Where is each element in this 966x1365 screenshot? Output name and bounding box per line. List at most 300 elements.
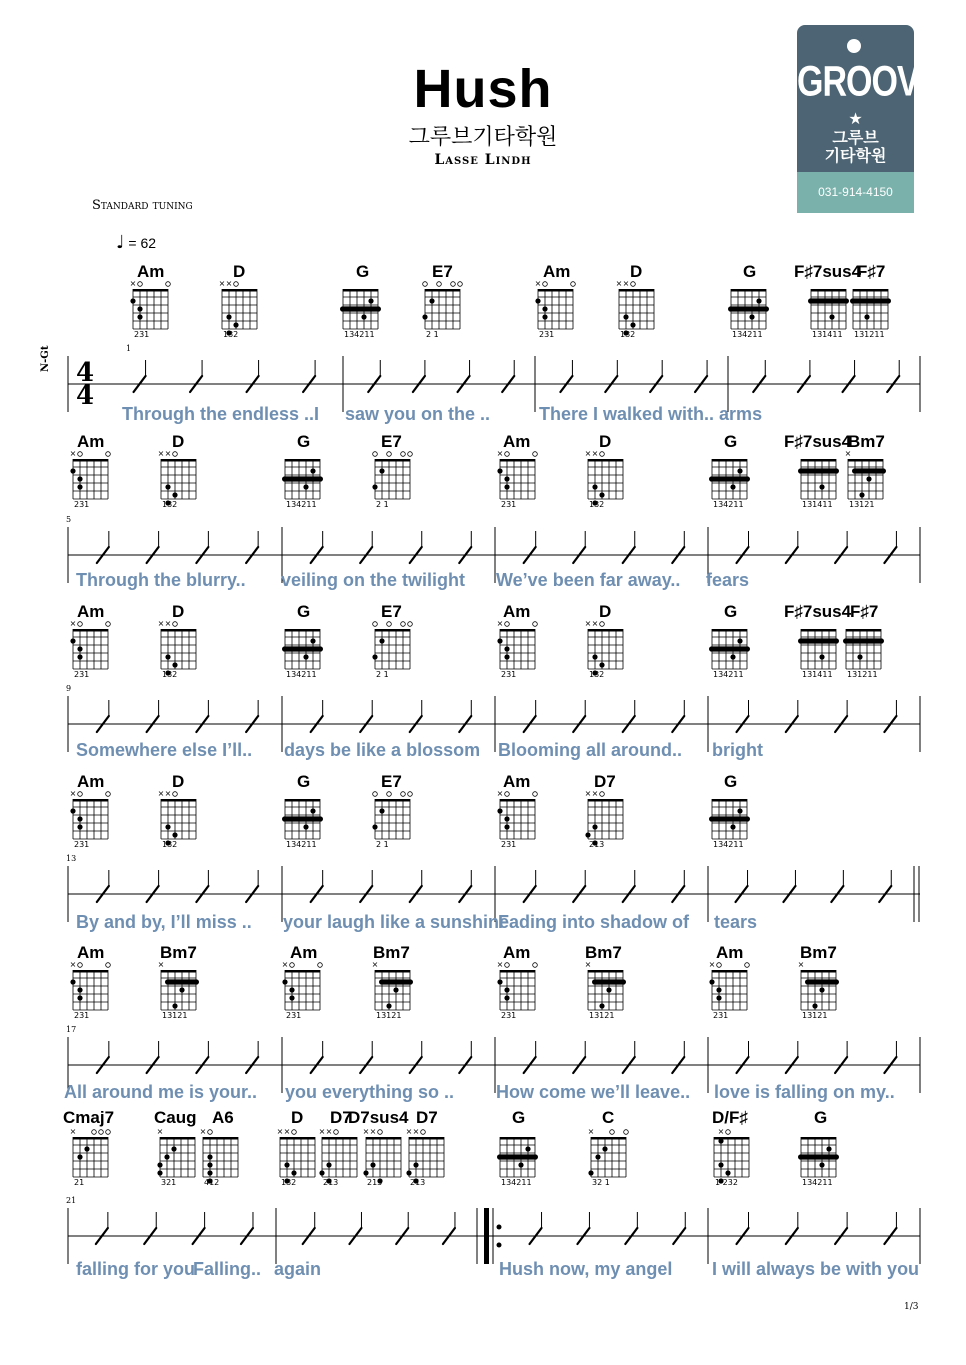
chord-fingering: 134211	[713, 670, 744, 679]
muted-string-marker: ×	[622, 279, 630, 288]
chord-fingering: 412	[204, 1178, 220, 1187]
lyric-line: I will always be with you	[712, 1259, 920, 1279]
lyric-line: All around me is your..	[64, 1082, 258, 1102]
chord-name: Caug	[154, 1108, 197, 1127]
barre-marker	[379, 979, 413, 984]
finger-dot	[77, 484, 82, 489]
muted-string-marker: ×	[69, 1127, 77, 1136]
finger-dot	[826, 1154, 831, 1159]
time-signature-top: 4	[76, 358, 95, 388]
finger-dot	[709, 979, 714, 984]
finger-dot	[77, 646, 82, 651]
muted-string-marker: ×	[164, 449, 172, 458]
muted-string-marker: ×	[584, 960, 592, 969]
repeat-start-barline	[484, 1208, 489, 1264]
open-string-marker	[138, 282, 143, 287]
chord-fingering: 21	[74, 1178, 85, 1187]
chord-fingering: 134211	[344, 330, 375, 339]
finger-dot	[730, 654, 735, 659]
open-string-marker	[600, 452, 605, 457]
open-string-marker	[387, 792, 392, 797]
chord-fingering: 132	[162, 500, 178, 509]
chord-name: Cmaj7	[63, 1108, 115, 1127]
chord-name: G	[297, 432, 311, 451]
finger-dot	[866, 476, 871, 481]
lyric-line: fears	[706, 570, 750, 590]
finger-dot	[207, 1162, 212, 1167]
chord-diagram	[616, 279, 654, 336]
chord-fingering: 131411	[802, 670, 833, 679]
finger-dot	[303, 654, 308, 659]
lyric-line: again	[274, 1259, 322, 1279]
barre-marker	[808, 298, 849, 303]
finger-dot	[77, 476, 82, 481]
chord-name: Am	[503, 602, 531, 621]
barre-marker	[709, 476, 750, 481]
open-string-marker	[166, 282, 171, 287]
open-string-marker	[624, 1130, 629, 1135]
staff-system	[68, 1208, 920, 1264]
chord-name: Am	[77, 772, 105, 791]
lyric-line: Through the blurry..	[76, 570, 246, 590]
chord-diagram	[709, 799, 750, 839]
open-string-marker	[401, 452, 406, 457]
finger-dot	[310, 638, 315, 643]
tempo-value: = 62	[128, 235, 157, 251]
chord-diagram	[585, 449, 623, 506]
chord-diagram	[219, 279, 257, 336]
open-string-marker	[78, 963, 83, 968]
muted-string-marker: ×	[844, 449, 852, 458]
finger-dot	[372, 824, 377, 829]
chord-name: D	[599, 602, 612, 621]
repeat-dot	[497, 1225, 502, 1230]
chord-fingering: 132	[162, 670, 178, 679]
chord-fingering: 231	[286, 1011, 302, 1020]
open-string-marker	[401, 792, 406, 797]
open-string-marker	[505, 792, 510, 797]
finger-dot	[857, 654, 862, 659]
chord-name: G	[297, 602, 311, 621]
muted-string-marker: ×	[157, 960, 165, 969]
finger-dot	[504, 816, 509, 821]
finger-dot	[812, 1003, 817, 1008]
open-string-marker	[437, 282, 442, 287]
chord-fingering: 2 1	[376, 500, 389, 509]
instrument-label: N-Gt	[40, 345, 51, 372]
chord-diagram	[497, 1137, 538, 1177]
finger-dot	[630, 322, 635, 327]
muted-string-marker: ×	[157, 789, 165, 798]
lyric-line: We’ve been far away..	[496, 570, 681, 590]
finger-dot	[284, 1162, 289, 1167]
muted-string-marker: ×	[69, 789, 77, 798]
chord-diagram	[282, 459, 323, 499]
chord-fingering: 13121	[802, 1011, 828, 1020]
finger-dot	[172, 1003, 177, 1008]
chord-name: E7	[381, 772, 402, 791]
finger-dot	[137, 314, 142, 319]
open-string-marker	[505, 963, 510, 968]
lyric-line: tears	[714, 912, 758, 932]
muted-string-marker: ×	[157, 449, 165, 458]
finger-dot	[303, 484, 308, 489]
chord-fingering: 231	[74, 840, 90, 849]
open-string-marker	[292, 1130, 297, 1135]
finger-dot	[368, 306, 373, 311]
chord-fingering: 134211	[713, 500, 744, 509]
finger-dot	[207, 1154, 212, 1159]
finger-dot	[504, 995, 509, 1000]
lyric-line: veiling on the twilight	[281, 570, 465, 590]
chord-fingering: 231	[713, 1011, 729, 1020]
open-string-marker	[318, 963, 323, 968]
chord-fingering: 231	[539, 330, 555, 339]
chord-fingering: 13121	[162, 1011, 188, 1020]
open-string-marker	[726, 1130, 731, 1135]
barre-marker	[282, 646, 323, 651]
chord-diagram	[709, 960, 750, 1010]
finger-dot	[819, 638, 824, 643]
finger-dot	[737, 638, 742, 643]
finger-dot	[829, 298, 834, 303]
chord-fingering: 131411	[802, 500, 833, 509]
open-string-marker	[408, 452, 413, 457]
page-title: Hush	[413, 59, 553, 119]
finger-dot	[370, 1162, 375, 1167]
finger-dot	[504, 646, 509, 651]
chord-name: G	[724, 432, 738, 451]
finger-dot	[137, 306, 142, 311]
muted-string-marker: ×	[584, 449, 592, 458]
chord-diagram	[497, 449, 538, 499]
chord-name: D	[599, 432, 612, 451]
finger-dot	[310, 476, 315, 481]
finger-dot	[737, 468, 742, 473]
chord-diagram	[158, 960, 199, 1010]
barre-marker	[843, 638, 884, 643]
finger-dot	[70, 468, 75, 473]
muted-string-marker: ×	[496, 789, 504, 798]
chord-fingering: 213	[410, 1178, 426, 1187]
chord-diagram	[798, 1137, 839, 1177]
chord-name: G	[743, 262, 757, 281]
measure-number: 5	[66, 515, 72, 524]
finger-dot	[393, 987, 398, 992]
chord-name: D7	[416, 1108, 438, 1127]
muted-string-marker: ×	[496, 449, 504, 458]
finger-dot	[819, 484, 824, 489]
chord-fingering: 231	[501, 500, 517, 509]
chord-diagram	[282, 799, 323, 839]
finger-dot	[130, 298, 135, 303]
logo-school-name: 그루브 기타학원	[824, 128, 887, 165]
chord-name: Am	[77, 432, 105, 451]
chord-fingering: 2 1	[376, 670, 389, 679]
time-signature-bottom: 4	[76, 381, 95, 411]
chord-name: D/F♯	[712, 1108, 748, 1127]
muted-string-marker: ×	[496, 960, 504, 969]
chord-fingering: 2 1	[426, 330, 439, 339]
chord-diagram	[709, 459, 750, 499]
open-string-marker	[600, 792, 605, 797]
chord-fingering: 134211	[286, 840, 317, 849]
finger-dot	[504, 484, 509, 489]
muted-string-marker: ×	[69, 960, 77, 969]
finger-dot	[310, 808, 315, 813]
finger-dot	[864, 314, 869, 319]
finger-dot	[535, 298, 540, 303]
chord-diagram	[585, 619, 623, 676]
open-string-marker	[533, 452, 538, 457]
barre-marker	[282, 476, 323, 481]
muted-string-marker: ×	[496, 619, 504, 628]
finger-dot	[725, 1170, 730, 1175]
finger-dot	[282, 979, 287, 984]
chord-diagram	[497, 619, 538, 669]
open-string-marker	[373, 792, 378, 797]
chord-name: Am	[503, 772, 531, 791]
muted-string-marker: ×	[584, 789, 592, 798]
chord-name: D	[291, 1108, 304, 1127]
finger-dot	[368, 298, 373, 303]
chord-fingering: 231	[74, 670, 90, 679]
chord-diagram	[372, 792, 412, 839]
open-string-marker	[106, 792, 111, 797]
finger-dot	[291, 1170, 296, 1175]
chord-name: Am	[503, 432, 531, 451]
chord-fingering: 132	[620, 330, 636, 339]
finger-dot	[413, 1162, 418, 1167]
lyric-line: bright	[712, 740, 763, 760]
finger-dot	[497, 468, 502, 473]
star-icon: ★	[848, 111, 863, 128]
page-subtitle: 그루브기타학원	[408, 125, 558, 150]
muted-string-marker: ×	[164, 789, 172, 798]
chord-name: Am	[543, 262, 571, 281]
chord-diagram	[340, 289, 381, 329]
lyric-line: There I walked with.. arms	[539, 404, 763, 424]
chord-diagram	[70, 789, 111, 839]
barre-marker	[340, 306, 381, 311]
chord-name: Bm7	[800, 943, 837, 962]
muted-string-marker: ×	[225, 279, 233, 288]
barre-marker	[850, 298, 891, 303]
open-string-marker	[408, 792, 413, 797]
lyric-line: By and by, I’ll miss ..	[76, 912, 252, 932]
finger-dot	[164, 1154, 169, 1159]
finger-dot	[77, 654, 82, 659]
open-string-marker	[106, 452, 111, 457]
finger-dot	[829, 314, 834, 319]
chord-fingering: 321	[161, 1178, 177, 1187]
finger-dot	[819, 987, 824, 992]
finger-dot	[157, 1162, 162, 1167]
logo-phone: 031-914-4150	[797, 172, 914, 213]
open-string-marker	[387, 452, 392, 457]
finger-dot	[497, 638, 502, 643]
chord-fingering: 13121	[849, 500, 875, 509]
lyric-line: your laugh like a sunshine	[283, 912, 510, 932]
chord-fingering: 131411	[812, 330, 843, 339]
finger-dot	[172, 662, 177, 667]
chord-diagram	[497, 789, 538, 839]
finger-dot	[406, 1170, 411, 1175]
chord-name: Bm7	[585, 943, 622, 962]
chord-diagram	[588, 1127, 629, 1177]
finger-dot	[588, 1170, 593, 1175]
muted-string-marker: ×	[362, 1127, 370, 1136]
chord-diagram	[585, 789, 623, 846]
chord-diagram	[158, 619, 196, 676]
chord-fingering: 231	[74, 1011, 90, 1020]
open-string-marker	[173, 452, 178, 457]
chord-name: D	[630, 262, 643, 281]
finger-dot	[310, 816, 315, 821]
chord-fingering: 13121	[589, 1011, 615, 1020]
muted-string-marker: ×	[276, 1127, 284, 1136]
finger-dot	[379, 638, 384, 643]
finger-dot	[542, 314, 547, 319]
chord-name: G	[297, 772, 311, 791]
chord-fingering: 132	[281, 1178, 297, 1187]
open-string-marker	[78, 622, 83, 627]
chord-diagram	[70, 619, 111, 669]
chord-diagram	[363, 1127, 401, 1184]
finger-dot	[207, 1170, 212, 1175]
finger-dot	[819, 1162, 824, 1167]
finger-dot	[84, 1146, 89, 1151]
chord-name: G	[724, 772, 738, 791]
finger-dot	[386, 1003, 391, 1008]
finger-dot	[289, 987, 294, 992]
open-string-marker	[533, 963, 538, 968]
muted-string-marker: ×	[164, 619, 172, 628]
finger-dot	[379, 808, 384, 813]
finger-dot	[749, 314, 754, 319]
finger-dot	[497, 979, 502, 984]
chord-diagram	[714, 1127, 749, 1184]
repeat-dot	[497, 1243, 502, 1248]
open-string-marker	[387, 622, 392, 627]
open-string-marker	[505, 452, 510, 457]
finger-dot	[864, 638, 869, 643]
chord-name: Bm7	[848, 432, 885, 451]
barre-marker	[592, 979, 626, 984]
measure-number: 1	[126, 344, 132, 353]
open-string-marker	[505, 622, 510, 627]
finger-dot	[525, 1154, 530, 1159]
finger-dot	[165, 654, 170, 659]
chord-fingering: 134211	[286, 500, 317, 509]
finger-dot	[70, 808, 75, 813]
open-string-marker	[373, 452, 378, 457]
logo-brand: GROOVE	[797, 58, 941, 106]
chord-diagram	[70, 960, 111, 1010]
chord-diagram	[158, 449, 196, 506]
muted-string-marker: ×	[156, 1127, 164, 1136]
chord-fingering: 231	[134, 330, 150, 339]
lyric-line: you everything so ..	[285, 1082, 455, 1102]
open-string-marker	[99, 1130, 104, 1135]
open-string-marker	[421, 1130, 426, 1135]
chord-name: D	[172, 432, 185, 451]
finger-dot	[718, 1138, 723, 1143]
chord-diagram	[808, 289, 849, 329]
barre-marker	[709, 816, 750, 821]
finger-dot	[77, 824, 82, 829]
finger-dot	[730, 484, 735, 489]
muted-string-marker: ×	[405, 1127, 413, 1136]
chord-name: F♯7	[850, 602, 879, 621]
chord-name: D7	[594, 772, 616, 791]
barre-marker	[728, 306, 769, 311]
chord-name: Am	[716, 943, 744, 962]
chord-fingering: 213	[589, 840, 605, 849]
chord-fingering: 32 1	[592, 1178, 610, 1187]
open-string-marker	[610, 1130, 615, 1135]
chord-diagram	[497, 960, 538, 1010]
finger-dot	[737, 808, 742, 813]
finger-dot	[826, 1146, 831, 1151]
open-string-marker	[631, 282, 636, 287]
open-string-marker	[378, 1130, 383, 1135]
measure-number: 9	[66, 684, 72, 693]
chord-diagram	[70, 449, 111, 499]
barre-marker	[497, 1154, 538, 1159]
finger-dot	[226, 314, 231, 319]
muted-string-marker: ×	[534, 279, 542, 288]
finger-dot	[379, 468, 384, 473]
chord-fingering: 132	[589, 670, 605, 679]
barre-marker	[798, 638, 839, 643]
lyric-line: How come we’ll leave..	[496, 1082, 691, 1102]
finger-dot	[737, 476, 742, 481]
chord-diagram	[422, 282, 462, 329]
muted-string-marker: ×	[797, 960, 805, 969]
chord-name: Am	[137, 262, 165, 281]
chord-name: E7	[381, 602, 402, 621]
finger-dot	[518, 1162, 523, 1167]
finger-dot	[819, 654, 824, 659]
muted-string-marker: ×	[218, 279, 226, 288]
chord-name: G	[724, 602, 738, 621]
open-string-marker	[451, 282, 456, 287]
barre-marker	[165, 979, 199, 984]
finger-dot	[326, 1162, 331, 1167]
open-string-marker	[106, 963, 111, 968]
open-string-marker	[173, 792, 178, 797]
open-string-marker	[717, 963, 722, 968]
chord-name: E7	[432, 262, 453, 281]
finger-dot	[871, 298, 876, 303]
chord-name: C	[602, 1108, 615, 1127]
finger-dot	[303, 824, 308, 829]
finger-dot	[363, 1170, 368, 1175]
chord-diagram	[850, 289, 891, 329]
open-string-marker	[543, 282, 548, 287]
chord-name: E7	[381, 432, 402, 451]
muted-string-marker: ×	[199, 1127, 207, 1136]
lyric-line: falling for you	[76, 1259, 195, 1279]
open-string-marker	[458, 282, 463, 287]
chord-name: Am	[77, 602, 105, 621]
finger-dot	[602, 1146, 607, 1151]
finger-dot	[70, 638, 75, 643]
chord-name: Am	[503, 943, 531, 962]
open-string-marker	[408, 622, 413, 627]
chord-fingering: 213	[367, 1178, 383, 1187]
